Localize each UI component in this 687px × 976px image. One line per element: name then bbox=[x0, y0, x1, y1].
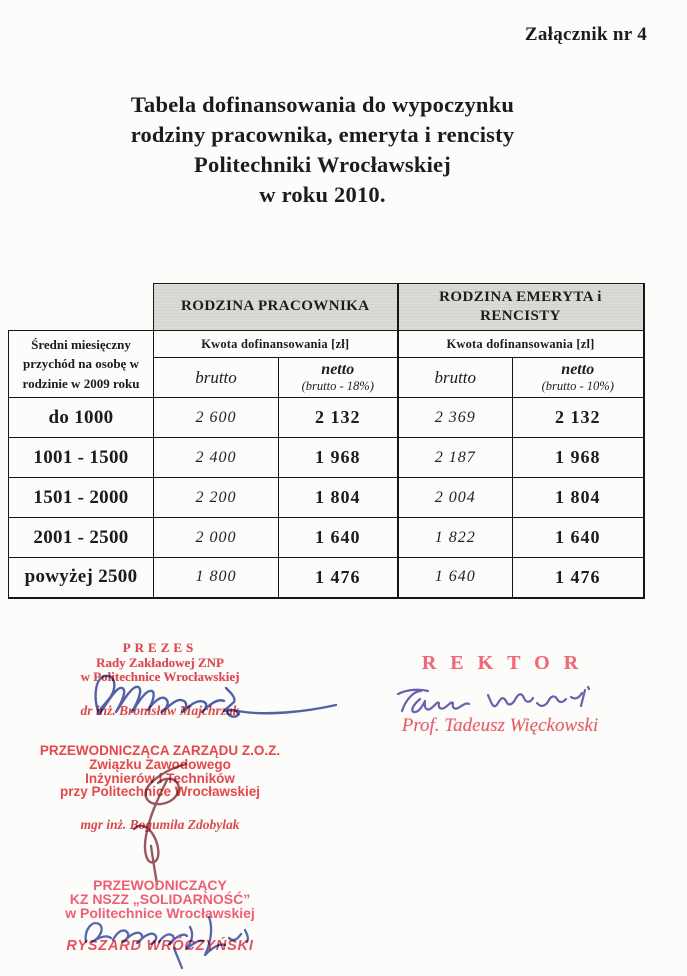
col-header-netto-pracownika bbox=[279, 358, 398, 398]
value-cell: 2 187 bbox=[398, 438, 513, 478]
attachment-label: Załącznik nr 4 bbox=[524, 24, 647, 45]
value-cell: 2 600 bbox=[154, 398, 279, 438]
income-range: powyżej 2500 bbox=[9, 558, 154, 598]
stamp-line: Rady Zakładowej ZNP bbox=[96, 655, 224, 670]
stamp-line: PRZEWODNICZĄCY bbox=[93, 877, 227, 893]
value-cell: 1 640 bbox=[279, 518, 398, 558]
income-column-header: Średni miesięczny przychód na osobę w rodzinie w 2009 roku bbox=[9, 331, 154, 398]
netto-sub-label: (brutto - 10%) bbox=[541, 379, 614, 394]
value-cell: 1 968 bbox=[513, 438, 644, 478]
signatory-name-wroczynski: RYSZARD WRÓCZYŃSKI bbox=[66, 937, 254, 954]
value-cell: 1 476 bbox=[279, 558, 398, 598]
stamp-line: Inżynierów i Techników bbox=[85, 770, 235, 786]
value-cell: 2 004 bbox=[398, 478, 513, 518]
value-cell: 2 200 bbox=[154, 478, 279, 518]
col-header-brutto-pracownika: brutto bbox=[154, 358, 279, 398]
value-cell: 2 132 bbox=[513, 398, 644, 438]
value-cell: 1 804 bbox=[513, 478, 644, 518]
value-cell: 1 804 bbox=[279, 478, 398, 518]
col-header-brutto-emeryta: brutto bbox=[398, 358, 513, 398]
value-cell: 1 968 bbox=[279, 438, 398, 478]
stamp-line: w Politechnice Wrocławskiej bbox=[65, 905, 255, 922]
subsidy-table-container bbox=[8, 283, 645, 599]
value-cell: 2 369 bbox=[398, 398, 513, 438]
handwritten-signature-majchrzak bbox=[85, 670, 340, 722]
subsidy-table bbox=[8, 283, 645, 599]
stamp-title: PREZES bbox=[122, 640, 198, 655]
stamp-line: KZ NSZZ „SOLIDARNOŚĆ” bbox=[69, 891, 251, 908]
value-cell: 2 132 bbox=[279, 398, 398, 438]
value-cell: 2 400 bbox=[154, 438, 279, 478]
title-line: Politechniki Wrocławskiej bbox=[194, 152, 451, 177]
income-range: 2001 - 2500 bbox=[9, 518, 154, 558]
stamp-line: w Politechnice Wrocławskiej bbox=[80, 668, 240, 684]
title-line: w roku 2010. bbox=[259, 182, 386, 207]
signatory-name-majchrzak: dr inż. Bronisław Majchrzak bbox=[80, 703, 240, 718]
title-line: rodziny pracownika, emeryta i rencisty bbox=[130, 122, 515, 147]
value-cell: 1 640 bbox=[398, 558, 513, 598]
handwritten-signature-wroczynski bbox=[78, 908, 258, 970]
value-cell: 1 476 bbox=[513, 558, 644, 598]
kwota-header-emeryta: Kwota dofinansowania [zl] bbox=[398, 331, 644, 358]
stamp-line: PRZEWODNICZĄCA ZARZĄDU Z.O.Z. bbox=[39, 743, 281, 758]
kwota-header-pracownika: Kwota dofinansowania [zł] bbox=[154, 331, 398, 358]
document-title bbox=[0, 90, 645, 210]
value-cell: 1 800 bbox=[154, 558, 279, 598]
group-header-emeryta: RODZINA EMERYTA i RENCISTY bbox=[398, 284, 644, 331]
stamp-line: Związku Zawodowego bbox=[89, 756, 231, 772]
title-line: Tabela dofinansowania do wypoczynku bbox=[130, 92, 515, 117]
col-header-netto-emeryta bbox=[513, 358, 644, 398]
signatory-name-zdobylak: mgr inż. Bogumiła Zdobylak bbox=[80, 817, 240, 833]
group-header-pracownika: RODZINA PRACOWNIKA bbox=[154, 284, 398, 331]
stamp-title-rektor: REKTOR bbox=[421, 652, 593, 674]
value-cell: 1 822 bbox=[398, 518, 513, 558]
netto-label: netto bbox=[561, 360, 595, 378]
value-cell: 1 640 bbox=[513, 518, 644, 558]
income-range: do 1000 bbox=[9, 398, 154, 438]
value-cell: 2 000 bbox=[154, 518, 279, 558]
handwritten-signature-zdobylak bbox=[112, 758, 212, 886]
stamp-line: przy Politechnice Wrocławskiej bbox=[59, 784, 261, 800]
income-range: 1001 - 1500 bbox=[9, 438, 154, 478]
netto-label: netto bbox=[321, 360, 355, 378]
signatory-name-wieckowski: Prof. Tadeusz Więckowski bbox=[401, 715, 599, 736]
netto-sub-label: (brutto - 18%) bbox=[301, 379, 374, 394]
income-range: 1501 - 2000 bbox=[9, 478, 154, 518]
table-corner-blank bbox=[9, 284, 154, 331]
handwritten-signature-wieckowski bbox=[392, 681, 592, 719]
